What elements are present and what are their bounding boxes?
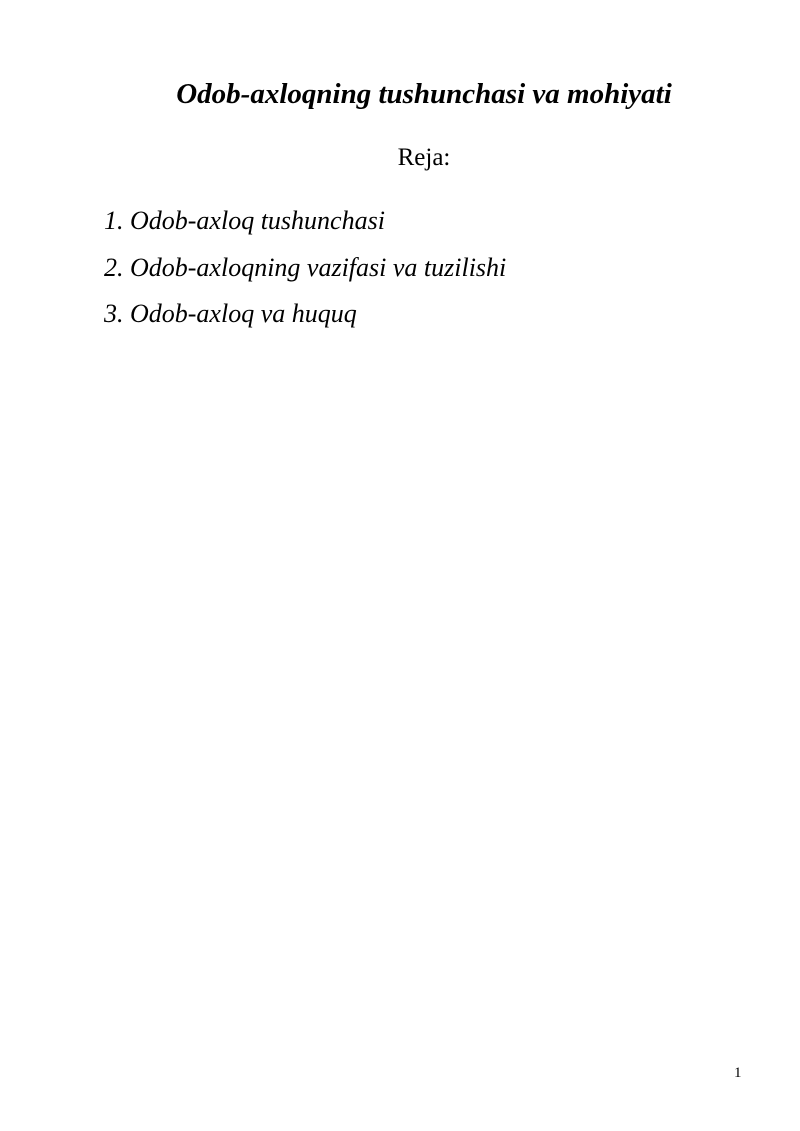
plan-item-2: 2. Odob-axloqning vazifasi va tuzilishi: [104, 252, 507, 282]
plan-item-3: 3. Odob-axloq va huquq: [104, 299, 357, 328]
plan-item-1: 1. Odob-axloq tushunchasi: [104, 206, 385, 235]
page-number: 1: [734, 1065, 742, 1081]
document-title: Odob-axloqning tushunchasi va mohiyati: [176, 78, 672, 110]
plan-list: [104, 198, 506, 338]
plan-heading: Reja:: [397, 144, 451, 171]
